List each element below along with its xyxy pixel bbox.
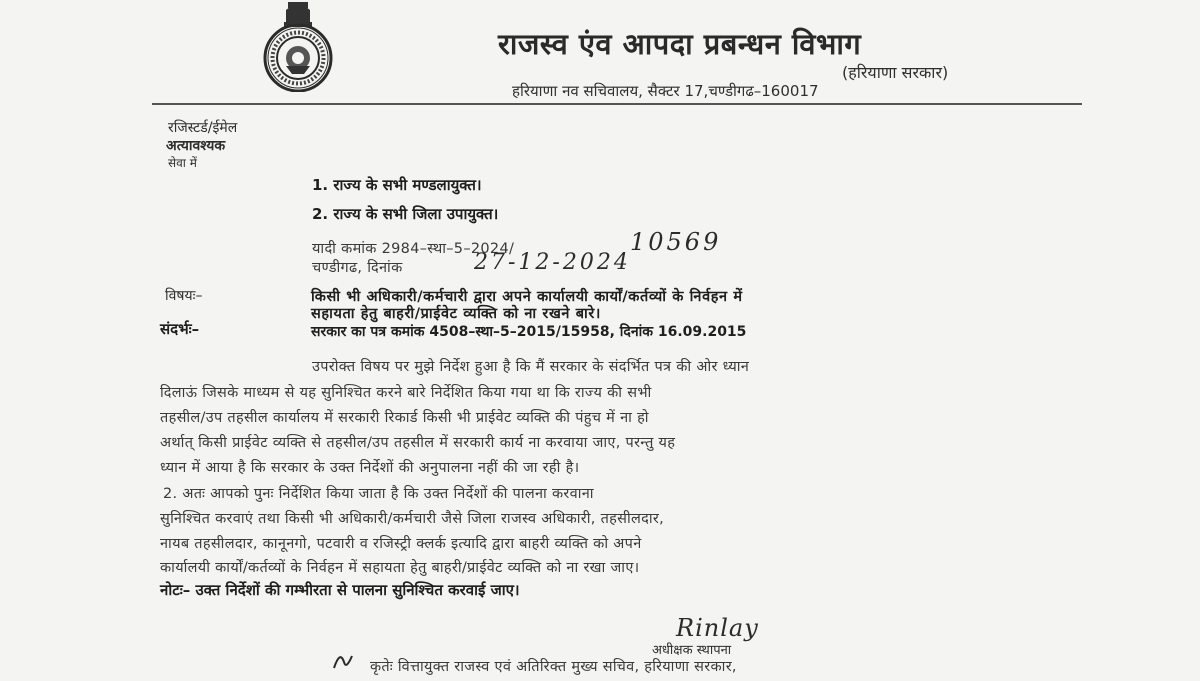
initials-scribble-icon <box>330 648 356 674</box>
government-name: (हरियाणा सरकार) <box>842 63 949 82</box>
subject-line-2: सहायता हेतु बाहरी/प्राईवेट व्यक्ति को ना रखने बारे। <box>311 306 601 322</box>
initials-mark <box>330 648 356 681</box>
department-title: राजस्व एंव आपदा प्रबन्धन विभाग <box>498 27 862 61</box>
footer-on-behalf: कृतेः वित्तायुक्त राजस्व एवं अतिरिक्त मुख्य सचिव, हरियाणा सरकार, <box>370 659 737 675</box>
body-line-4: अर्थात् किसी प्राईवेट व्यक्ति से तहसील/उप तहसील में सरकारी कार्य ना करवाया जाए, परन्तु यह <box>160 435 676 451</box>
memo-date-label: चण्डीगढ, दिनांक <box>312 260 403 276</box>
body-line-6: 2. अतः आपको पुनः निर्देशित किया जाता है कि उक्त निर्देशों की पालना करवाना <box>163 486 594 502</box>
note-text: नोटः– उक्त निर्देशों की गम्भीरता से पालना सुनिश्चित करवाई जाए। <box>160 581 520 599</box>
department-address: हरियाणा नव सचिवालय, सैक्टर 17,चण्डीगढ–160017 <box>512 82 819 100</box>
reference-label: संदर्भः– <box>160 320 200 338</box>
memo-number-label: यादी कमांक 2984–स्था–5–2024/ <box>312 241 515 257</box>
signatory-designation: अधीक्षक स्थापना <box>652 643 732 658</box>
body-line-8: नायब तहसीलदार, कानूनगो, पटवारी व रजिस्ट्री क्लर्क इत्यादि द्वारा बाहरी व्यक्ति को अपने <box>160 536 642 552</box>
recipient-2: 2. राज्य के सभी जिला उपायुक्त। <box>312 205 499 223</box>
subject-line-1: किसी भी अधिकारी/कर्मचारी द्वारा अपने कार्यालयी कार्यों/कर्तव्यों के निर्वहन में <box>311 289 743 305</box>
body-line-9: कार्यालयी कार्यों/कर्तव्यों के निर्वहन में सहायता हेतु बाहरी/प्राईवेट व्यक्ति को ना रखा जाए। <box>160 560 640 576</box>
dispatch-mode: रजिस्टर्ड/ईमेल <box>168 120 238 136</box>
header-divider <box>152 103 1082 105</box>
body-line-1: उपरोक्त विषय पर मुझे निर्देश हुआ है कि मैं सरकार के संदर्भित पत्र की ओर ध्यान <box>312 359 750 375</box>
priority-label: अत्यावश्यक <box>166 138 226 154</box>
to-label: सेवा में <box>168 156 197 170</box>
subject-label: विषयः– <box>165 288 203 304</box>
recipient-1: 1. राज्य के सभी मण्डलायुक्त। <box>312 176 482 194</box>
memo-number-handwritten: 10569 <box>630 228 722 256</box>
haryana-emblem-seal <box>238 0 358 92</box>
body-line-2: दिलाऊं जिसके माध्यम से यह सुनिश्चित करने बारे निर्देशित किया गया था कि राज्य की सभी <box>160 385 652 401</box>
body-line-3: तहसील/उप तहसील कार्यालय में सरकारी रिकार्ड किसी भी प्राईवेट व्यक्ति की पंहुच में ना हो <box>160 410 649 426</box>
memo-date-handwritten: 27-12-2024 <box>474 250 631 275</box>
body-line-5: ध्यान में आया है कि सरकार के उक्त निर्देशों की अनुपालना नहीं की जा रही है। <box>160 460 580 476</box>
reference-text: सरकार का पत्र कमांक 4508–स्था–5–2015/15958, दिनांक 16.09.2015 <box>311 324 747 340</box>
signature-handwritten: Rinlay <box>676 614 759 642</box>
body-line-7: सुनिश्चित करवाएं तथा किसी भी अधिकारी/कर्मचारी जैसे जिला राजस्व अधिकारी, तहसीलदार, <box>160 511 665 527</box>
